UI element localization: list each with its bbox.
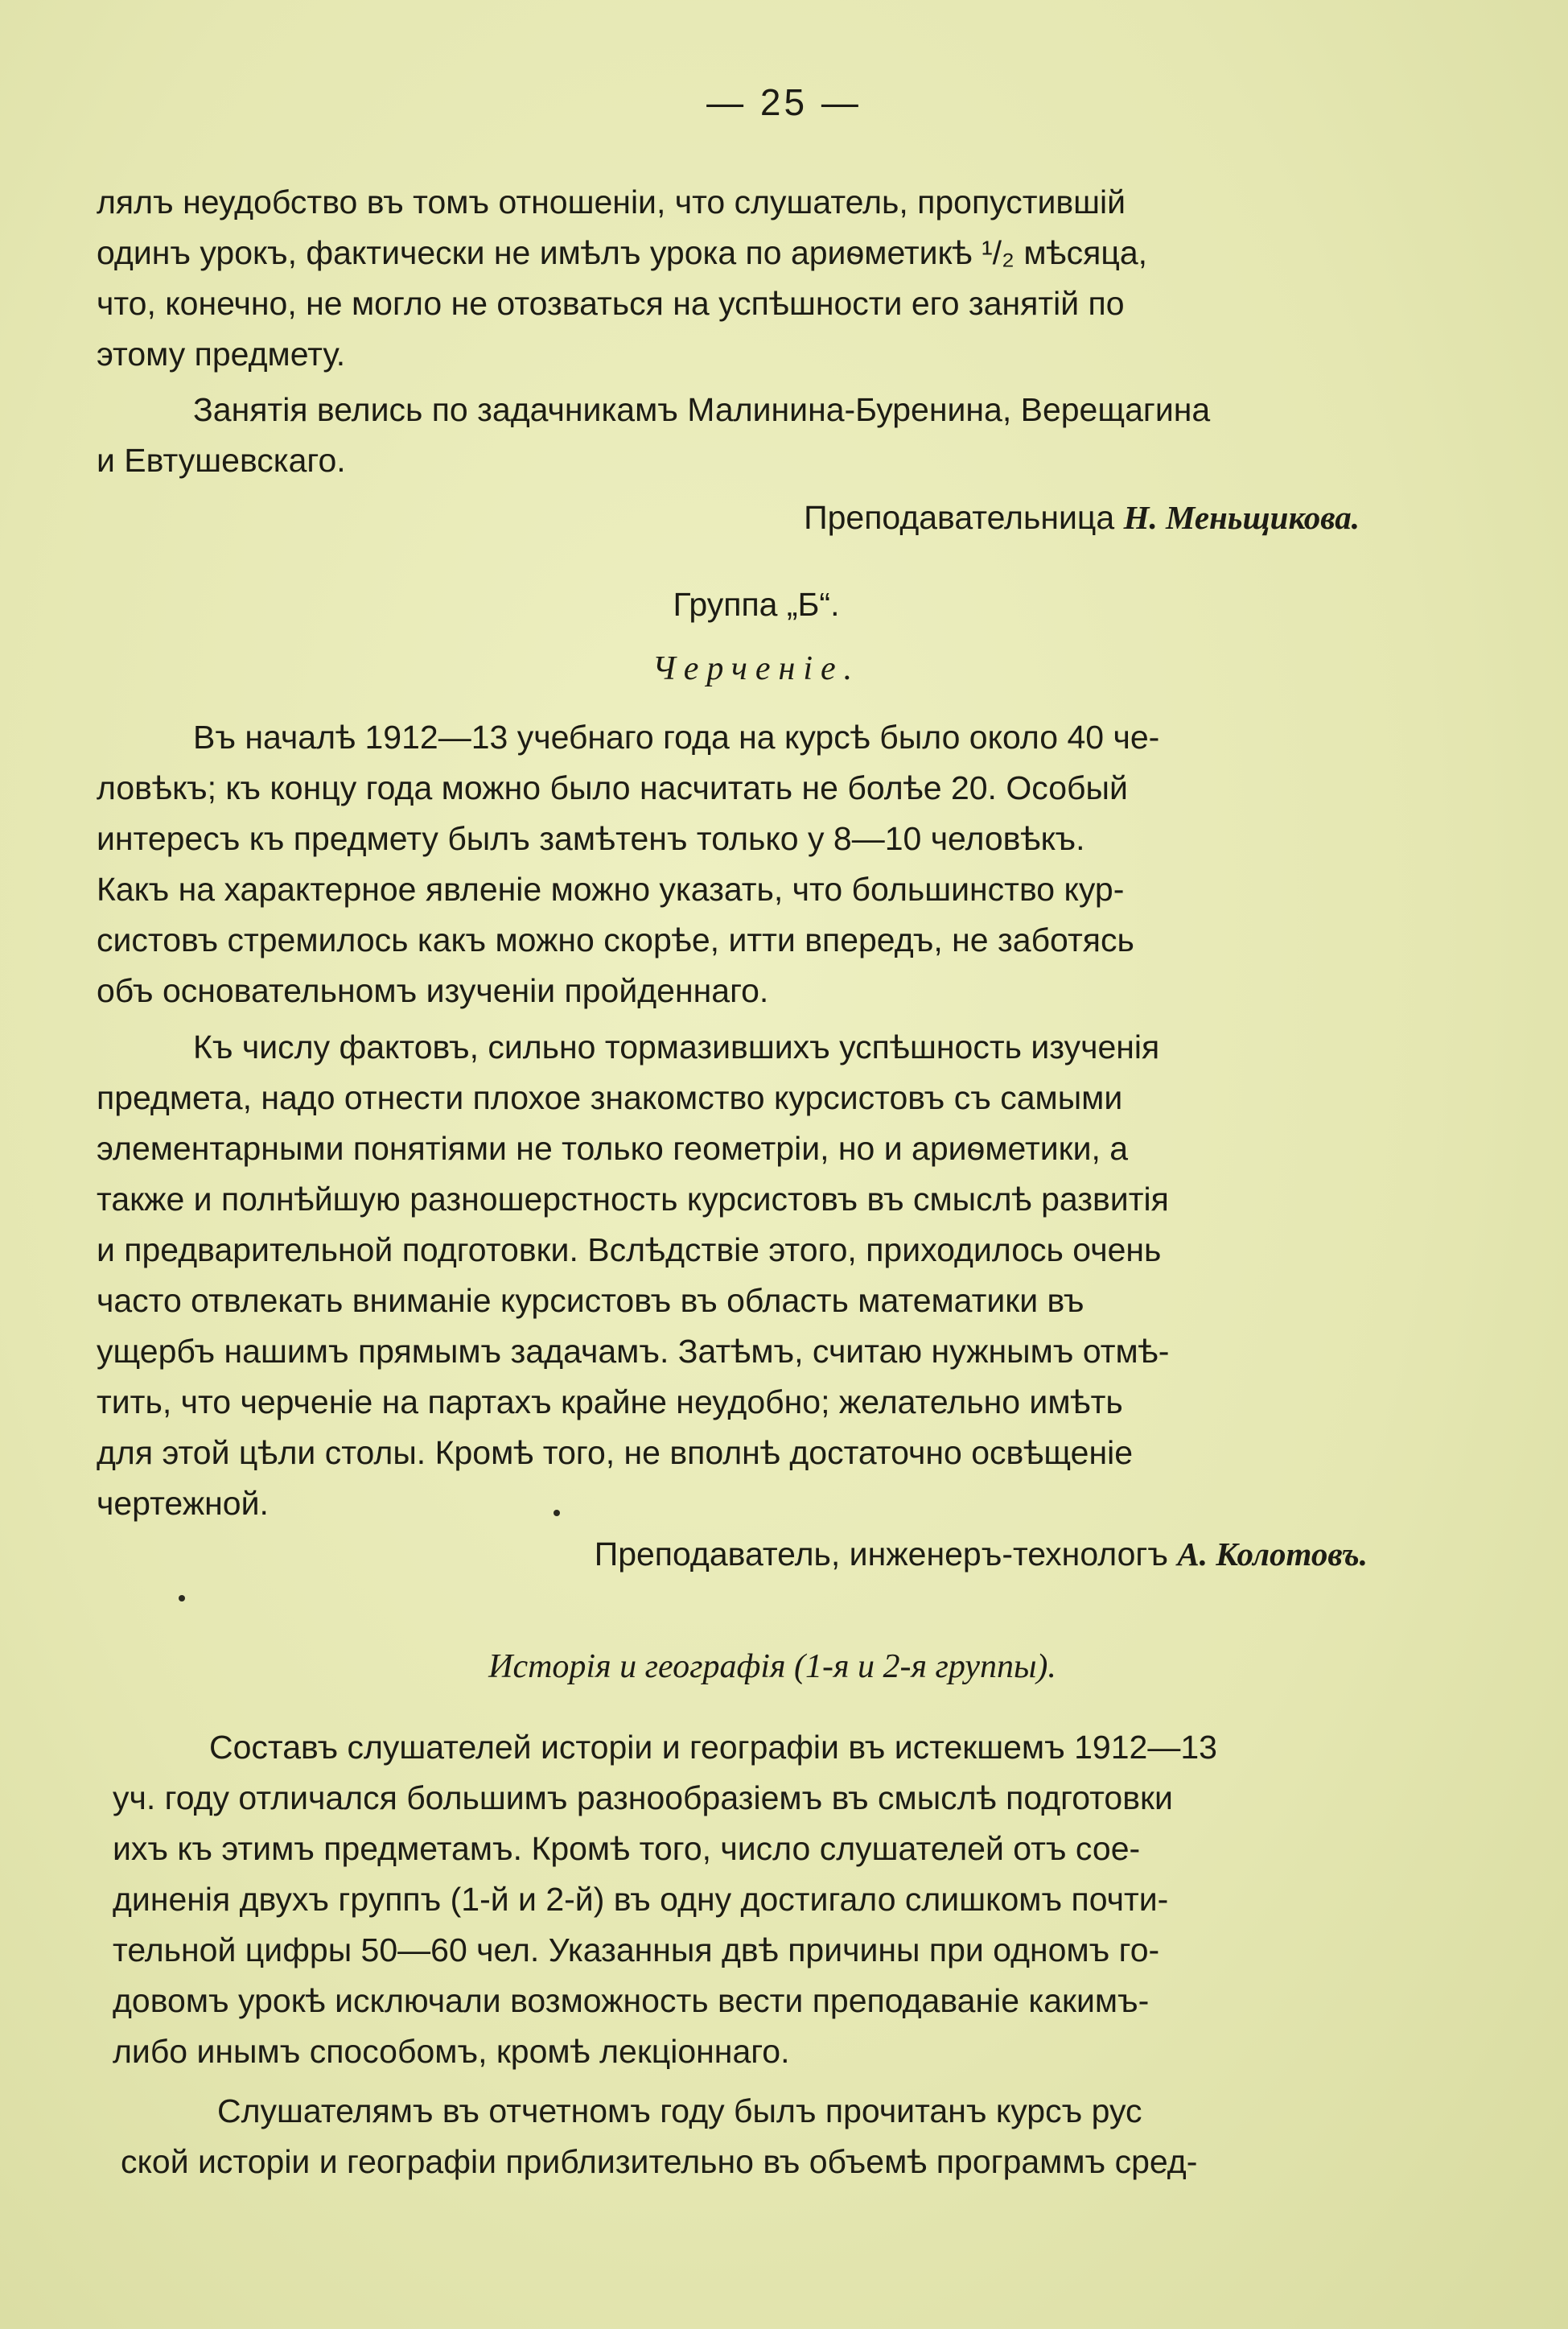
para4-line-8: тить, что черченіе на партахъ крайне неудобно; желательно имѣть bbox=[97, 1383, 1123, 1420]
para1-line-2: одинъ урокъ, фактически не имѣлъ урока по ариѳметикѣ ¹/₂ мѣсяца, bbox=[97, 234, 1148, 271]
para5-line-5: тельной цифры 50—60 чел. Указанныя двѣ причины при одномъ го- bbox=[113, 1931, 1160, 1968]
signature-name: А. Колотовъ. bbox=[1177, 1535, 1368, 1573]
signature-prefix: Преподавательница bbox=[804, 499, 1115, 536]
para1-line-3: что, конечно, не могло не отозваться на успѣшности его занятій по bbox=[97, 285, 1125, 322]
para4-line-6: часто отвлекать вниманіе курсистовъ въ область математики въ bbox=[97, 1282, 1084, 1319]
para5-line-1: Составъ слушателей исторіи и географіи въ истекшемъ 1912—13 bbox=[209, 1729, 1217, 1766]
subject-history-geography-heading: Исторія и географія (1-я и 2-я группы). bbox=[488, 1648, 1056, 1685]
scan-speck bbox=[554, 1510, 560, 1516]
para3-line-5: систовъ стремилось какъ можно скорѣе, итти впередъ, не заботясь bbox=[97, 921, 1134, 958]
para1-line-1: лялъ неудобство въ томъ отношеніи, что слушатель, пропустившій bbox=[97, 183, 1126, 221]
para2-line-2: и Евтушевскаго. bbox=[97, 442, 346, 479]
para5-line-3: ихъ къ этимъ предметамъ. Кромѣ того, число слушателей отъ сое- bbox=[113, 1830, 1141, 1867]
subject-drawing-heading: Черченіе. bbox=[652, 650, 861, 687]
para3-line-1: Въ началѣ 1912—13 учебнаго года на курсѣ было около 40 че- bbox=[193, 719, 1160, 756]
scan-speck bbox=[179, 1595, 185, 1601]
para4-line-3: элементарными понятіями не только геометріи, но и ариѳметики, а bbox=[97, 1130, 1129, 1167]
para4-line-10: чертежной. bbox=[97, 1485, 269, 1522]
signature-prefix: Преподаватель, инженеръ-технологъ bbox=[594, 1535, 1168, 1573]
page-number: — 25 — bbox=[706, 81, 862, 123]
para4-line-5: и предварительной подготовки. Вслѣдствіе этого, приходилось очень bbox=[97, 1231, 1162, 1268]
signature-kolotov bbox=[97, 1529, 1368, 1579]
signature-name: Н. Меньщикова. bbox=[1123, 499, 1360, 536]
para5-line-2: уч. году отличался большимъ разнообразіемъ въ смыслѣ подготовки bbox=[113, 1779, 1173, 1816]
para4-line-1: Къ числу фактовъ, сильно тормазившихъ успѣшность изученія bbox=[193, 1028, 1160, 1066]
para4-line-7: ущербъ нашимъ прямымъ задачамъ. Затѣмъ, считаю нужнымъ отмѣ- bbox=[97, 1333, 1170, 1370]
para5-line-4: диненія двухъ группъ (1-й и 2-й) въ одну достигало слишкомъ почти- bbox=[113, 1881, 1169, 1918]
para4-line-9: для этой цѣли столы. Кромѣ того, не вполнѣ достаточно освѣщеніе bbox=[97, 1434, 1134, 1471]
para3-line-2: ловѣкъ; къ концу года можно было насчитать не болѣе 20. Особый bbox=[97, 769, 1128, 806]
para6-line-2: ской исторіи и географіи приблизительно въ объемѣ программъ сред- bbox=[121, 2143, 1198, 2180]
para5-line-6: довомъ урокѣ исключали возможность вести преподаваніе какимъ- bbox=[113, 1982, 1150, 2019]
group-heading: Группа „Б“. bbox=[673, 586, 840, 623]
para1-line-4: этому предмету. bbox=[97, 336, 346, 373]
para4-line-2: предмета, надо отнести плохое знакомство курсистовъ съ самыми bbox=[97, 1079, 1123, 1116]
para3-line-4: Какъ на характерное явленіе можно указать, что большинство кур- bbox=[97, 871, 1125, 908]
signature-menshchikova bbox=[97, 493, 1360, 542]
para6-line-1: Слушателямъ въ отчетномъ году былъ прочитанъ курсъ рус bbox=[217, 2092, 1142, 2129]
para3-line-6: объ основательномъ изученіи пройденнаго. bbox=[97, 972, 769, 1009]
para5-line-7: либо инымъ способомъ, кромѣ лекціоннаго. bbox=[113, 2033, 790, 2070]
para3-line-3: интересъ къ предмету былъ замѣтенъ только у 8—10 человѣкъ. bbox=[97, 820, 1085, 857]
para4-line-4: также и полнѣйшую разношерстность курсистовъ въ смыслѣ развитія bbox=[97, 1181, 1169, 1218]
para2-line-1: Занятія велись по задачникамъ Малинина-Буренина, Верещагина bbox=[193, 391, 1211, 428]
